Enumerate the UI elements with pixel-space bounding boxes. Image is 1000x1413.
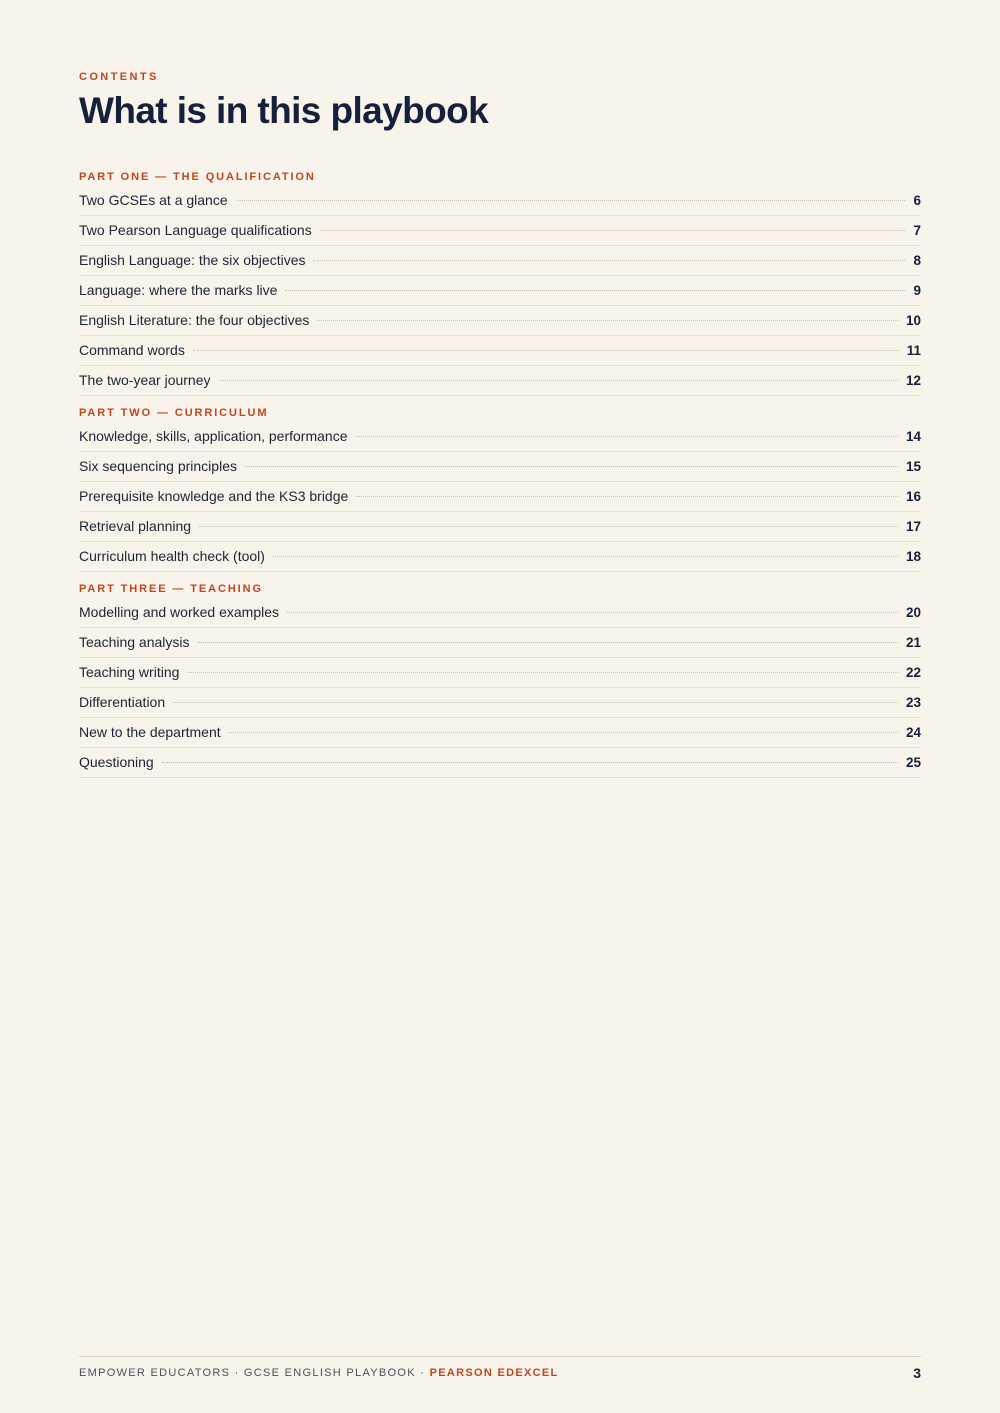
- toc-entry-title: The two-year journey: [79, 372, 211, 388]
- toc-entry-title: Prerequisite knowledge and the KS3 bridge: [79, 488, 349, 504]
- toc-entry-page: 12: [905, 373, 921, 388]
- dot-leader: [236, 200, 906, 201]
- toc-entry-title: Teaching writing: [79, 664, 180, 680]
- dot-leader: [245, 466, 898, 467]
- toc-entry-page: 22: [905, 665, 921, 680]
- toc-entry-page: 15: [905, 459, 921, 474]
- toc-entry-page: 9: [913, 283, 921, 298]
- toc-entry[interactable]: [79, 186, 921, 216]
- toc-entry-title: Teaching analysis: [79, 634, 190, 650]
- toc-entry-title: Language: where the marks live: [79, 282, 278, 298]
- toc-entry[interactable]: [79, 452, 921, 482]
- toc-entry-title: Questioning: [79, 754, 154, 770]
- dot-leader: [199, 526, 898, 527]
- footer-credit: [79, 1367, 559, 1379]
- page-title: What is in this playbook: [79, 90, 489, 131]
- toc-entry[interactable]: [79, 276, 921, 306]
- toc-entry-page: 14: [905, 429, 921, 444]
- footer-page-number: 3: [913, 1365, 921, 1381]
- toc-entry[interactable]: [79, 542, 921, 572]
- toc-entry[interactable]: [79, 688, 921, 718]
- toc-entry-title: Command words: [79, 342, 185, 358]
- toc-entry-title: New to the department: [79, 724, 221, 740]
- dot-leader: [313, 260, 905, 261]
- toc-entry[interactable]: [79, 748, 921, 778]
- toc-entry-page: 17: [905, 519, 921, 534]
- contents-eyebrow: CONTENTS: [79, 71, 159, 83]
- dot-leader: [317, 320, 898, 321]
- section-heading: PART TWO — CURRICULUM: [79, 407, 269, 419]
- page-footer: [79, 1356, 921, 1393]
- dot-leader: [355, 436, 897, 437]
- dot-leader: [198, 642, 898, 643]
- dot-leader: [285, 290, 905, 291]
- section-heading: PART THREE — TEACHING: [79, 583, 263, 595]
- toc-entry[interactable]: [79, 306, 921, 336]
- toc-entry-page: 18: [905, 549, 921, 564]
- toc-entry[interactable]: [79, 246, 921, 276]
- toc-entry-title: Two Pearson Language qualifications: [79, 222, 312, 238]
- dot-leader: [229, 732, 898, 733]
- toc-entry[interactable]: [79, 366, 921, 396]
- toc-section-part-three: [79, 582, 921, 778]
- toc-entry-title: Two GCSEs at a glance: [79, 192, 228, 208]
- toc-entry-page: 23: [905, 695, 921, 710]
- dot-leader: [193, 350, 899, 351]
- toc-entry[interactable]: [79, 336, 921, 366]
- table-of-contents: [79, 160, 921, 785]
- toc-entry-page: 7: [913, 223, 921, 238]
- toc-entry-title: Modelling and worked examples: [79, 604, 279, 620]
- toc-entry-page: 11: [906, 343, 921, 358]
- toc-section-part-two: [79, 406, 921, 572]
- footer-brand: PEARSON EDEXCEL: [429, 1367, 559, 1379]
- section-heading: PART ONE — THE QUALIFICATION: [79, 171, 316, 183]
- toc-entry-title: Six sequencing principles: [79, 458, 237, 474]
- dot-leader: [162, 762, 898, 763]
- toc-entry-page: 25: [905, 755, 921, 770]
- dot-leader: [173, 702, 898, 703]
- toc-entry-title: English Literature: the four objectives: [79, 312, 310, 328]
- toc-entry-title: English Language: the six objectives: [79, 252, 306, 268]
- toc-entry[interactable]: [79, 598, 921, 628]
- toc-entry-page: 20: [905, 605, 921, 620]
- toc-section-part-one: [79, 170, 921, 396]
- dot-leader: [356, 496, 898, 497]
- toc-entry-page: 10: [905, 313, 921, 328]
- dot-leader: [219, 380, 898, 381]
- footer-series-text: EMPOWER EDUCATORS · GCSE ENGLISH PLAYBOOK ·: [79, 1367, 430, 1379]
- toc-entry[interactable]: [79, 718, 921, 748]
- toc-entry-title: Retrieval planning: [79, 518, 192, 534]
- toc-entry-page: 21: [905, 635, 921, 650]
- toc-entry-page: 8: [913, 253, 921, 268]
- toc-entry[interactable]: [79, 658, 921, 688]
- toc-entry[interactable]: [79, 216, 921, 246]
- dot-leader: [320, 230, 906, 231]
- dot-leader: [187, 672, 898, 673]
- toc-entry-page: 6: [913, 193, 921, 208]
- toc-entry[interactable]: [79, 628, 921, 658]
- toc-entry-page: 24: [905, 725, 921, 740]
- dot-leader: [273, 556, 898, 557]
- toc-entry-title: Curriculum health check (tool): [79, 548, 265, 564]
- toc-entry[interactable]: [79, 422, 921, 452]
- toc-entry[interactable]: [79, 482, 921, 512]
- toc-entry-title: Knowledge, skills, application, performance: [79, 428, 348, 444]
- toc-entry[interactable]: [79, 512, 921, 542]
- contents-page: [79, 0, 921, 1413]
- dot-leader: [287, 612, 898, 613]
- toc-entry-page: 16: [905, 489, 921, 504]
- toc-entry-title: Differentiation: [79, 694, 166, 710]
